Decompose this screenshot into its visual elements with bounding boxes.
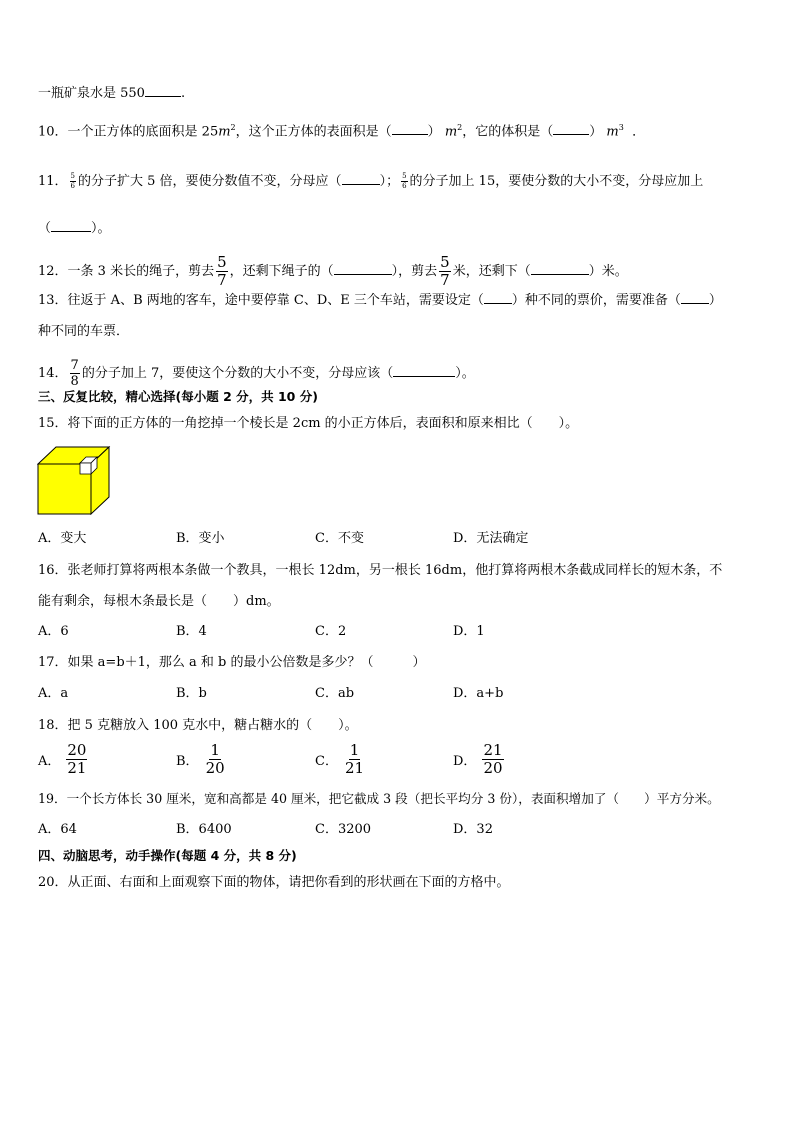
q18-option-d[interactable]: D． $\frac{21}{20}$ (453, 741, 503, 777)
q18-option-a[interactable]: A． $\frac{20}{21}$ (38, 741, 87, 777)
cube-figure (37, 446, 111, 516)
q16-option-c[interactable]: C．2 (315, 624, 347, 639)
q17-option-b[interactable]: B．b (176, 686, 207, 701)
question-20: 20．从正面、右面和上面观察下面的物体，请把你看到的形状画在下面的方格中。 (38, 875, 510, 890)
q16-option-b[interactable]: B．4 (176, 624, 207, 639)
question-13-cont: 种不同的车票． (38, 324, 130, 339)
question-9-tail: 一瓶矿泉水是 550 . (38, 86, 186, 101)
q19-option-d[interactable]: D．32 (453, 822, 493, 837)
q16-option-a[interactable]: A．6 (38, 624, 69, 639)
question-11: 11． $\frac{5}{6}$ 的分子扩大 5 倍，要使分数值不变，分母应（ ）； $\frac{5}{6}$ 的分子加上 15，要使分数的大小不变，分母应加上 (38, 172, 704, 190)
question-16-cont: 能有剩余，每根木条最长是（ ）dm。 (38, 594, 280, 609)
q18-option-b[interactable]: B． $\frac{1}{20}$ (176, 741, 225, 777)
q15-option-c[interactable]: C．不变 (315, 531, 364, 546)
question-18: 18．把 5 克糖放入 100 克水中，糖占糖水的（ ）。 (38, 718, 358, 733)
section-4-heading: 四、动脑思考，动手操作(每题 4 分，共 8 分) (38, 848, 297, 863)
question-12: 12．一条 3 米长的绳子，剪去 $\frac{5}{7}$ ，还剩下绳子的（ ），剪去 $\frac{5}{7}$ 米，还剩下（ ）米。 (38, 253, 628, 289)
q15-option-a[interactable]: A．变大 (38, 531, 87, 546)
question-13: 13．往返于 A、B 两地的客车，途中要停靠 C、D、E 三个车站，需要设定（ ）种不同的票价，需要准备（ ） (38, 293, 722, 308)
q17-option-d[interactable]: D．a+b (453, 686, 504, 701)
q18-option-c[interactable]: C． $\frac{1}{21}$ (315, 741, 365, 777)
question-19: 19．一个长方体长 30 厘米，宽和高都是 40 厘米，把它截成 3 段（把长平均分 3 份），表面积增加了（ ）平方分米。 (38, 791, 720, 806)
q17-option-a[interactable]: A．a (38, 686, 69, 701)
q19-option-b[interactable]: B．6400 (176, 822, 232, 837)
question-17: 17．如果 a=b＋1，那么 a 和 b 的最小公倍数是多少？（ ） (38, 655, 426, 670)
q17-option-c[interactable]: C．ab (315, 686, 355, 701)
q16-option-d[interactable]: D．1 (453, 624, 485, 639)
question-10: 10．一个正方体的底面积是 $25m^2$，这个正方体的表面积是（ ） $m^2$，它的体积是（ ） $m^3$ ． (38, 123, 646, 140)
question-11-cont: （ ）。 (38, 221, 111, 236)
question-16: 16．张老师打算将两根本条做一个教具，一根长 12dm，另一根长 16dm，他打算将两根木条截成同样长的短木条，不 (38, 563, 723, 578)
q19-option-c[interactable]: C．3200 (315, 822, 372, 837)
question-15: 15．将下面的正方体的一角挖掉一个棱长是 2cm 的小正方体后，表面积和原来相比（ ）。 (38, 416, 579, 431)
q15-option-b[interactable]: B．变小 (176, 531, 225, 546)
q15-option-d[interactable]: D．无法确定 (453, 531, 529, 546)
section-3-heading: 三、反复比较，精心选择(每小题 2 分，共 10 分) (38, 389, 318, 404)
q19-option-a[interactable]: A．64 (38, 822, 77, 837)
question-14: 14． $\frac{7}{8}$ 的分子加上 7，要使这个分数的大小不变，分母应该（ ）。 (38, 358, 475, 389)
